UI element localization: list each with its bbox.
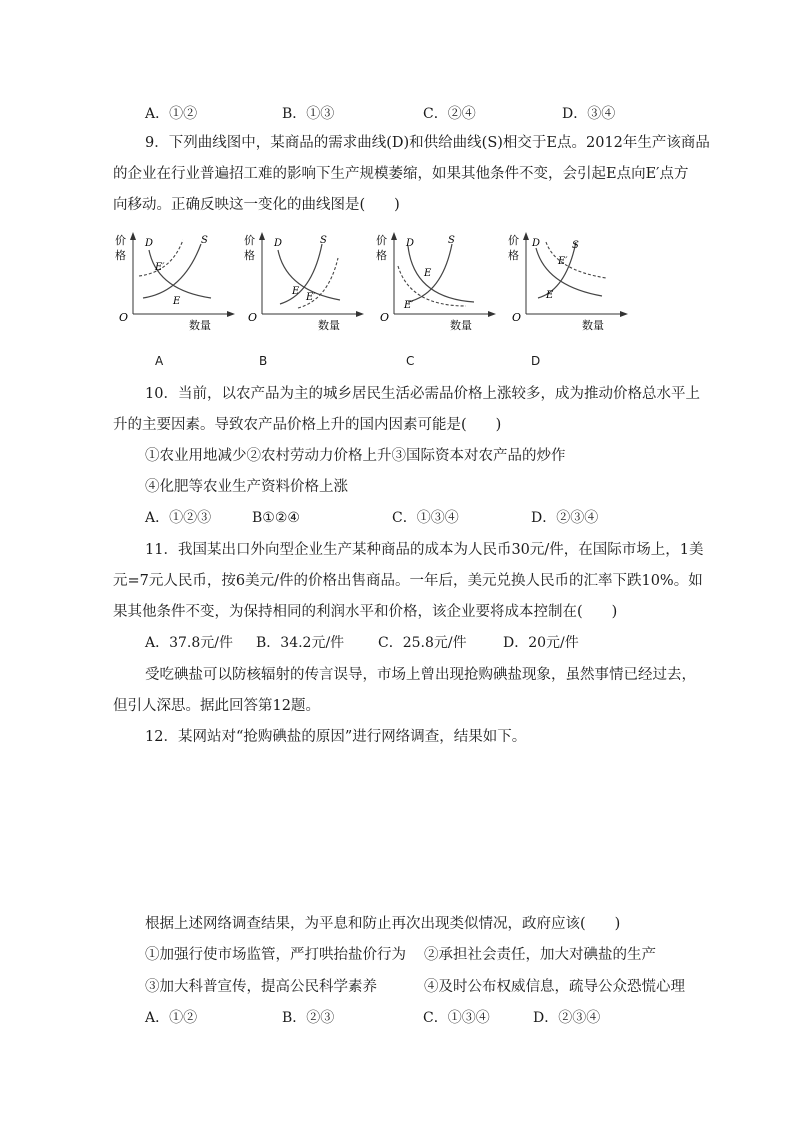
q12-line: 12．某网站对“抢购碘盐的原因”进行网络调查，结果如下。 bbox=[145, 729, 527, 745]
q8-option-d: D．③④ bbox=[562, 106, 616, 122]
q12-item-3: ③加大科普宣传，提高公民科学素养 bbox=[145, 979, 377, 995]
graph-label-a: A bbox=[155, 354, 164, 368]
origin-label: O bbox=[248, 311, 258, 324]
e-prime-label: E′ bbox=[404, 300, 414, 311]
q10-option-c: C．①③④ bbox=[392, 510, 459, 526]
q10-line-2: 升的主要因素。导致农产品价格上升的国内因素可能是( ) bbox=[113, 417, 502, 433]
price-label-2: 格 bbox=[115, 249, 126, 262]
supply-curve bbox=[280, 244, 322, 304]
q10-option-d: D．②③④ bbox=[531, 510, 599, 526]
price-label-2: 格 bbox=[376, 249, 387, 262]
q9-line-3: 向移动。正确反映这一变化的曲线图是( ) bbox=[113, 197, 400, 213]
supply-label: S bbox=[572, 240, 579, 251]
q12-question: 根据上述网络调查结果，为平息和防止再次出现类似情况，政府应该( ) bbox=[145, 916, 621, 932]
graph-label-d: D bbox=[531, 354, 541, 368]
q11-option-c: C．25.8元/件 bbox=[378, 635, 467, 651]
graph-d bbox=[506, 228, 632, 336]
q12-option-d: D．②③④ bbox=[533, 1010, 601, 1026]
supply-label: S bbox=[320, 235, 327, 246]
quantity-label: 数量 bbox=[450, 319, 472, 332]
price-label-2: 格 bbox=[508, 249, 519, 262]
graph-label-c: C bbox=[406, 354, 415, 368]
supply-label: S bbox=[448, 235, 455, 246]
price-label-1: 价 bbox=[376, 234, 387, 247]
q12-item-2: ②承担社会责任，加大对碘盐的生产 bbox=[424, 947, 656, 963]
q9-line-2: 的企业在行业普遍招工难的影响下生产规模萎缩，如果其他条件不变，会引起E点向E′点方 bbox=[113, 166, 689, 182]
e-prime-label: E′ bbox=[155, 262, 165, 273]
quantity-label: 数量 bbox=[189, 319, 211, 332]
e-label: E bbox=[546, 290, 554, 301]
price-label-1: 价 bbox=[244, 234, 255, 247]
supply-curve bbox=[143, 244, 201, 298]
price-label-1: 价 bbox=[508, 234, 519, 247]
origin-label: O bbox=[119, 311, 129, 324]
graph-b bbox=[242, 228, 368, 336]
demand-curve bbox=[408, 246, 474, 302]
q12-item-4: ④及时公布权威信息，疏导公众恐慌心理 bbox=[424, 979, 685, 995]
q11-line-3: 果其他条件不变，为保持相同的利润水平和价格，该企业要将成本控制在( ) bbox=[113, 604, 618, 620]
quantity-label: 数量 bbox=[318, 319, 340, 332]
intro-line-2: 但引人深思。据此回答第12题。 bbox=[113, 698, 320, 714]
q8-option-b: B．①③ bbox=[282, 106, 335, 122]
demand-label: D bbox=[274, 238, 283, 249]
supply-label: S bbox=[201, 235, 208, 246]
q10-item-2: ④化肥等农业生产资料价格上涨 bbox=[145, 479, 348, 495]
q9-line-1: 9．下列曲线图中，某商品的需求曲线(D)和供给曲线(S)相交于E点。2012年生产该商品 bbox=[145, 135, 710, 151]
q12-option-a: A．①② bbox=[145, 1010, 198, 1026]
q10-line-1: 10．当前，以农产品为主的城乡居民生活必需品价格上涨较多，成为推动价格总水平上 bbox=[145, 386, 700, 402]
origin-label: O bbox=[512, 311, 522, 324]
graph-a bbox=[113, 228, 239, 336]
q12-item-1: ①加强行使市场监管，严打哄抬盐价行为 bbox=[145, 947, 406, 963]
demand-label: D bbox=[532, 238, 541, 249]
demand-curve bbox=[536, 248, 602, 296]
q11-option-a: A．37.8元/件 bbox=[145, 635, 233, 651]
e-prime-label: E′ bbox=[306, 292, 316, 303]
e-prime-label: E′ bbox=[558, 256, 568, 267]
q11-option-b: B．34.2元/件 bbox=[256, 635, 345, 651]
origin-label: O bbox=[380, 311, 390, 324]
e-label: E bbox=[424, 268, 432, 279]
price-label-2: 格 bbox=[244, 249, 255, 262]
q10-option-b: B①②④ bbox=[252, 510, 300, 526]
q10-item-1: ①农业用地减少②农村劳动力价格上升③国际资本对农产品的炒作 bbox=[145, 448, 566, 464]
q12-option-b: B．②③ bbox=[282, 1010, 335, 1026]
e-label: E bbox=[292, 286, 300, 297]
q11-line-2: 元=7元人民币，按6美元/件的价格出售商品。一年后，美元兑换人民币的汇率下跌10%。如 bbox=[113, 573, 703, 589]
price-label-1: 价 bbox=[115, 234, 126, 247]
e-label: E bbox=[173, 296, 181, 307]
q11-line-1: 11．我国某出口外向型企业生产某种商品的成本为人民币30元/件，在国际市场上，1美 bbox=[145, 542, 704, 558]
q11-option-d: D．20元/件 bbox=[503, 635, 579, 651]
demand-label: D bbox=[406, 238, 415, 249]
demand-label: D bbox=[145, 238, 154, 249]
q12-option-c: C．①③④ bbox=[423, 1010, 490, 1026]
graph-c bbox=[374, 228, 500, 336]
q8-option-c: C．②④ bbox=[423, 106, 476, 122]
q10-option-a: A．①②③ bbox=[145, 510, 212, 526]
quantity-label: 数量 bbox=[582, 319, 604, 332]
demand-curve bbox=[149, 250, 211, 298]
intro-line-1: 受吃碘盐可以防核辐射的传言误导，市场上曾出现抢购碘盐现象，虽然事情已经过去， bbox=[145, 667, 696, 683]
supply-curve bbox=[538, 242, 576, 298]
shifted-supply-curve bbox=[298, 258, 338, 308]
graph-label-b: B bbox=[259, 354, 268, 368]
q8-option-a: A．①② bbox=[145, 106, 198, 122]
